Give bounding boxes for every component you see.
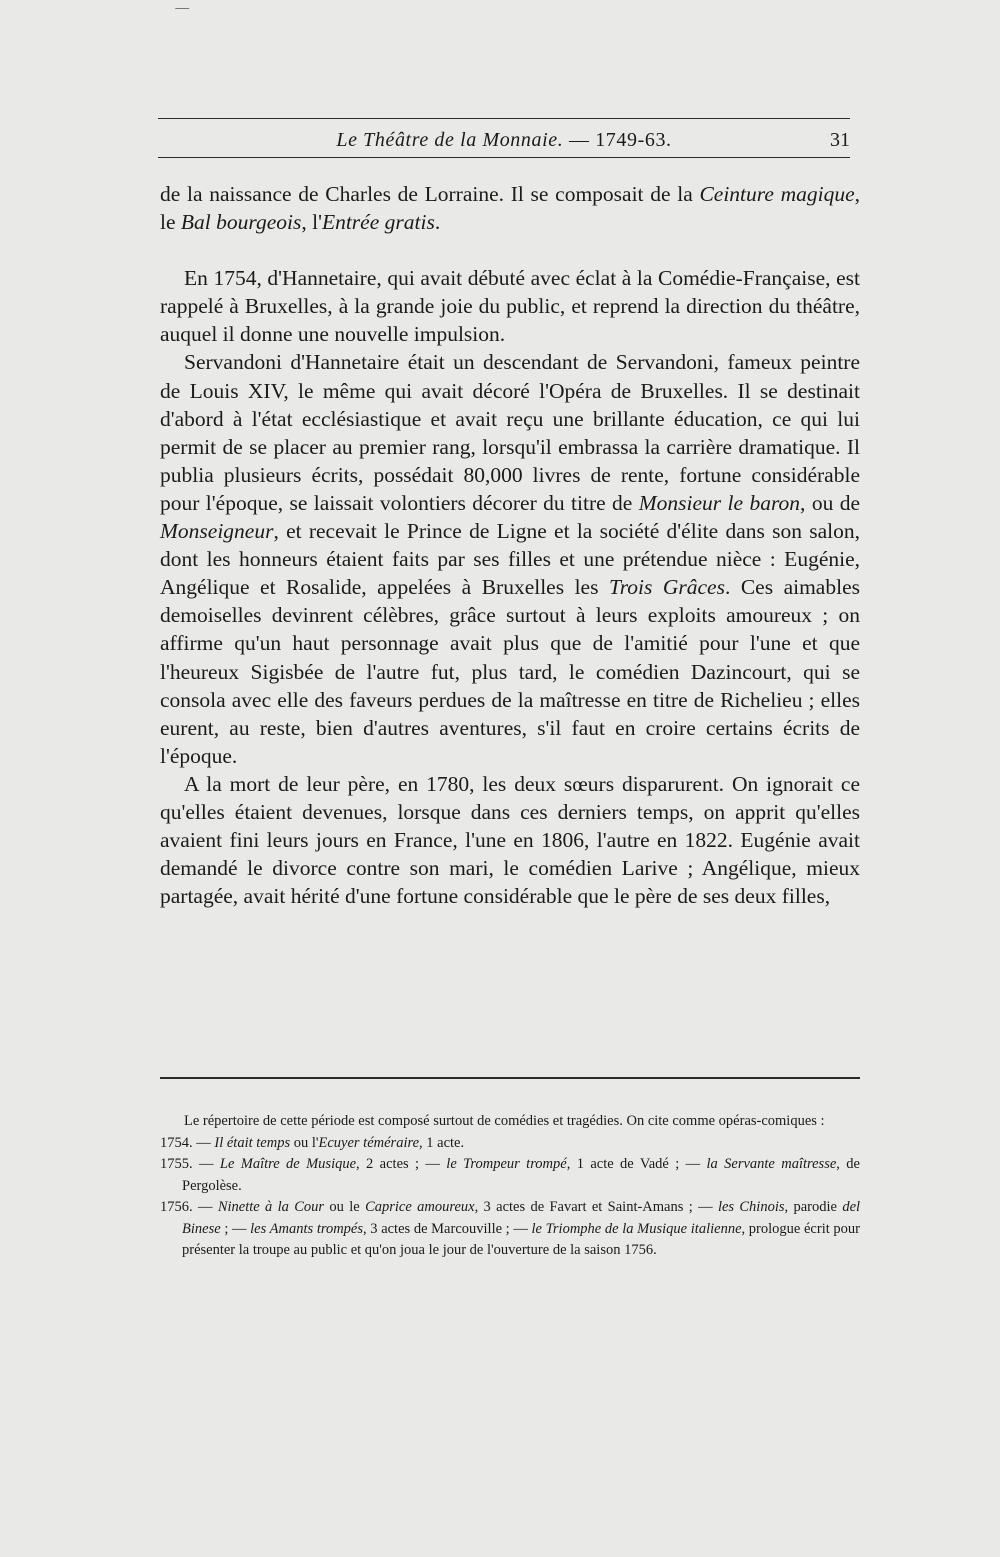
footnote-title: Ecuyer téméraire xyxy=(318,1134,420,1151)
paragraph-1-title-1: Ceinture magique xyxy=(699,182,855,206)
footnote-title: Il était temps xyxy=(214,1134,291,1151)
main-text xyxy=(160,180,860,910)
paragraph-3-title-1: Monsieur le baron xyxy=(638,490,801,515)
footnote-rule xyxy=(160,1077,860,1079)
footnote-dash: — xyxy=(192,1134,215,1151)
footnote-title: les Amants trompés xyxy=(250,1220,363,1237)
running-title-text: Le Théâtre de la Monnaie. xyxy=(336,129,564,151)
paragraph-2: En 1754, d'Hannetaire, qui avait débuté avec éclat à la Comédie-Française, est rappelé à Bruxelles, à la grande joie du public, et reprend la direction du théâtre, auquel il donne une nouvelle impulsion. xyxy=(160,266,860,347)
footnote-entry-1756 xyxy=(160,1197,860,1262)
footnote-text: ou le xyxy=(324,1199,366,1215)
footnote-year: 1756. xyxy=(160,1199,193,1215)
page-number: 31 xyxy=(830,129,850,151)
footnotes xyxy=(160,1111,860,1262)
footnote-title: les Chinois xyxy=(717,1199,785,1215)
paragraph-3-title-2: Monseigneur xyxy=(160,519,274,544)
footnote-text: , 1 acte de Vadé ; — xyxy=(566,1156,707,1172)
footnote-text: ; — xyxy=(220,1220,251,1237)
paragraph-1-text-1: de la naissance de Charles de Lorraine. Il se composait de la xyxy=(160,182,700,206)
paragraph-1-text-3: , l' xyxy=(301,210,322,235)
footnote-entry-1754 xyxy=(160,1133,860,1155)
footnote-year: 1755. xyxy=(160,1156,193,1172)
footnote-intro: Le répertoire de cette période est composé surtout de comédies et tragédies. On cite comme opéras-comiques : xyxy=(184,1113,825,1129)
footnote-title: le Triomphe de la Musique italienne xyxy=(531,1220,742,1237)
paragraph-1-text-4: . xyxy=(434,210,441,235)
paragraph-3-text-4: . Ces aimables demoiselles devinrent célèbres, grâce surtout à leurs exploits amoureux ; on affirme qu'un haut personnage avait plus que de l'amitié pour l'une et que l'heureux Sigisbée de l'autre fut, plus tard, le comédien Dazincourt, qui se consola avec elle des faveurs perdues de la maîtresse en titre de Richelieu ; elles eurent, au reste, bien d'autres aventures, s'il faut en croire certains écrits de l'époque. xyxy=(160,575,860,768)
footnote-dash: — xyxy=(192,1156,220,1172)
footnote-year: 1754. xyxy=(160,1134,193,1151)
footnote-title: la Servante maîtresse xyxy=(706,1156,837,1172)
paragraph-1-title-3: Entrée gratis xyxy=(321,210,435,235)
paragraph-3-title-3: Trois Grâces xyxy=(608,575,725,600)
paragraph-1 xyxy=(160,180,860,236)
header-rule-bottom xyxy=(158,157,850,158)
footnote-text: , 1 acte. xyxy=(419,1134,465,1151)
footnote-text: , prologue écrit pour présenter la troupe au public et qu'on joua le jour de l'ouverture de la saison 1756. xyxy=(182,1220,860,1258)
paragraph-3-text-3: , et recevait le Prince de Ligne et la société d'élite dans son salon, dont les honneurs étaient faits par ses filles et une prétendue nièce : Eugénie, Angélique et Rosalide, appelées à Bruxelles les xyxy=(160,519,860,600)
footnote-title: le Trompeur trompé xyxy=(446,1156,567,1172)
paragraph-1-title-2: Bal bourgeois xyxy=(180,210,302,235)
footnote-text: , 3 actes de Favart et Saint-Amans ; — xyxy=(474,1199,718,1215)
footnote-title: Caprice amoureux xyxy=(365,1199,475,1215)
paragraph-3-text-2: , ou de xyxy=(800,490,861,515)
footnote-text: , parodie xyxy=(784,1199,843,1215)
running-title-separator: — xyxy=(568,129,590,151)
paragraph-4: A la mort de leur père, en 1780, les deux sœurs disparurent. On ignorait ce qu'elles étaient devenues, lorsque dans ces derniers temps, on apprit qu'elles avaient fini leurs jours en France, l'une en 1806, l'autre en 1822. Eugénie avait demandé le divorce contre son mari, le comédien Larive ; Angélique, mieux partagée, avait hérité d'une fortune considérable que le père de ses deux filles, xyxy=(160,771,860,909)
footnote-text: , de Pergolèse. xyxy=(182,1156,860,1194)
paragraph-1-text-2: , le xyxy=(160,182,861,235)
footnote-text: , 2 actes ; — xyxy=(356,1156,447,1172)
header-rule-top xyxy=(158,118,850,119)
footnote-dash: — xyxy=(192,1199,218,1215)
footnote-text: ou l' xyxy=(290,1134,319,1151)
footnote-title: del Binese xyxy=(182,1199,861,1237)
running-title-years: 1749-63. xyxy=(595,129,672,151)
paragraph-3 xyxy=(160,348,860,769)
footnote-title: Le Maître de Musique xyxy=(219,1156,357,1172)
paragraph-3-text-1: Servandoni d'Hannetaire était un descendant de Servandoni, fameux peintre de Louis XIV, le même qui avait décoré l'Opéra de Bruxelles. Il se destinait d'abord à l'état ecclésiastique et avait reçu une brillante éducation, ce qui lui permit de se placer au premier rang, lorsqu'il embrassa la carrière dramatique. Il publia plusieurs écrits, possédait 80,000 livres de rente, fortune considérable pour l'époque, se laissait volontiers décorer du titre de xyxy=(160,350,860,515)
footnote-entry-1755 xyxy=(160,1154,860,1197)
running-title xyxy=(158,124,850,156)
footnote-title: Ninette à la Cour xyxy=(217,1199,325,1215)
footnote-text: , 3 actes de Marcouville ; — xyxy=(363,1220,532,1237)
running-head xyxy=(158,124,850,156)
corner-mark xyxy=(175,0,195,9)
